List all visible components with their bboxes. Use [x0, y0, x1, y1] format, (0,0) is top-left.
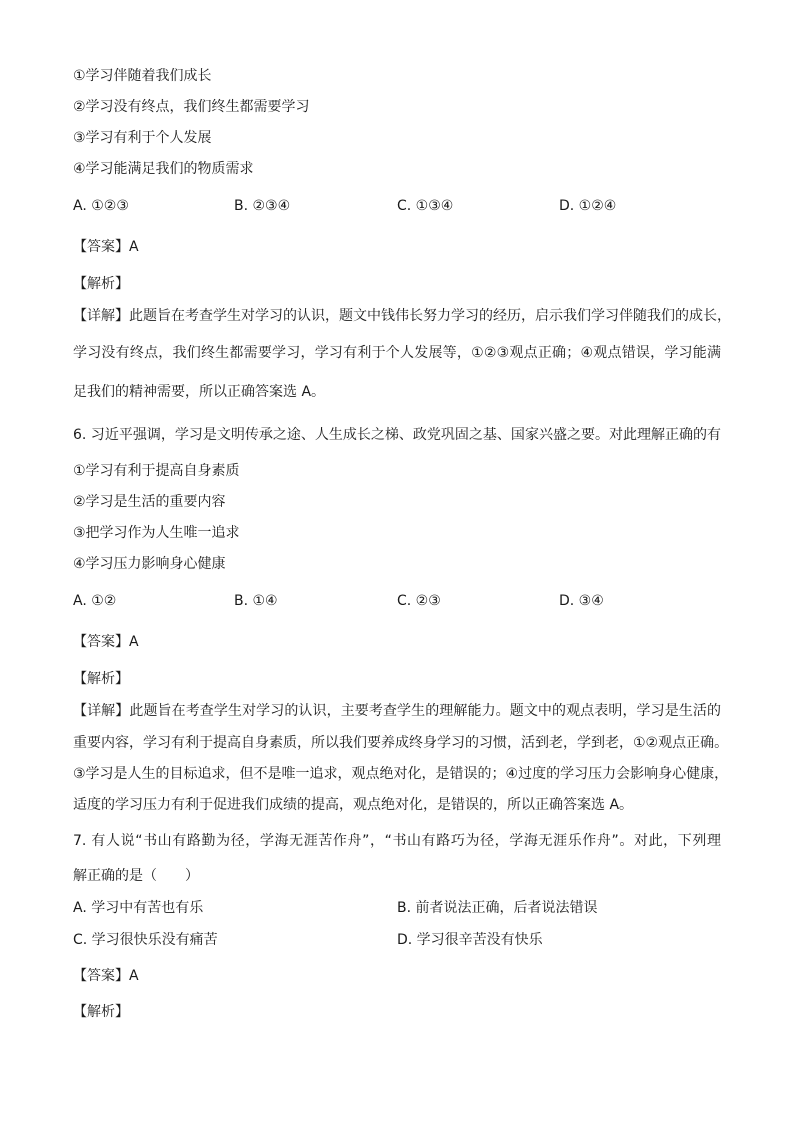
q5-answer: 【答案】A [73, 239, 139, 255]
q7-option-b: B. 前者说法正确，后者说法错误 [397, 900, 598, 916]
q6-analysis-label: 【解析】 [73, 671, 129, 687]
q5-option-b: B. ②③④ [234, 198, 291, 214]
q7-option-c: C. 学习很快乐没有痛苦 [73, 932, 218, 948]
q6-item-4: ④学习压力影响身心健康 [73, 556, 226, 572]
q5-analysis-label: 【解析】 [73, 276, 129, 292]
q5-item-4: ④学习能满足我们的物质需求 [73, 161, 254, 177]
q5-detail-line-3: 足我们的精神需要，所以正确答案选 A。 [73, 384, 326, 400]
q5-item-1: ①学习伴随着我们成长 [73, 68, 212, 84]
q6-option-b: B. ①④ [234, 593, 278, 609]
q7-stem-line-1: 7. 有人说“书山有路勤为径，学海无涯苦作舟”，“书山有路巧为径，学海无涯乐作舟”。对此，下列理 [73, 833, 721, 849]
q5-option-d: D. ①②④ [559, 198, 617, 214]
q5-detail-line-2: 学习没有终点，我们终生都需要学习，学习有利于个人发展等，①②③观点正确；④观点错误，学习能满 [73, 345, 721, 361]
q6-item-2: ②学习是生活的重要内容 [73, 494, 226, 510]
q6-option-d: D. ③④ [559, 593, 604, 609]
q6-stem: 6. 习近平强调，学习是文明传承之途、人生成长之梯、政党巩固之基、国家兴盛之要。对此理解正确的有 [73, 427, 721, 443]
q5-option-c: C. ①③④ [397, 198, 454, 214]
q6-detail-line-2: 重要内容，学习有利于提高自身素质，所以我们要养成终身学习的习惯，活到老，学到老，①②观点正确。 [73, 735, 729, 751]
q6-detail-line-4: 适度的学习压力有利于促进我们成绩的提高，观点绝对化，是错误的，所以正确答案选 A。 [73, 797, 634, 813]
q6-option-a: A. ①② [73, 593, 117, 609]
q6-option-c: C. ②③ [397, 593, 441, 609]
q5-item-2: ②学习没有终点，我们终生都需要学习 [73, 99, 310, 115]
q6-answer: 【答案】A [73, 634, 139, 650]
q5-item-3: ③学习有利于个人发展 [73, 130, 212, 146]
q6-item-1: ①学习有利于提高自身素质 [73, 463, 240, 479]
q6-item-3: ③把学习作为人生唯一追求 [73, 525, 240, 541]
q6-detail-line-3: ③学习是人生的目标追求，但不是唯一追求，观点绝对化，是错误的；④过度的学习压力会影响身心健康， [73, 766, 729, 782]
q5-detail-line-1: 【详解】此题旨在考查学生对学习的认识，题文中钱伟长努力学习的经历，启示我们学习伴随我们的成长， [73, 308, 731, 324]
q7-analysis-label: 【解析】 [73, 1004, 129, 1020]
q7-stem-line-2: 解正确的是（ ） [73, 868, 199, 884]
q7-answer: 【答案】A [73, 968, 139, 984]
q5-option-a: A. ①②③ [73, 198, 129, 214]
q7-option-a: A. 学习中有苦也有乐 [73, 900, 204, 916]
q7-option-d: D. 学习很辛苦没有快乐 [397, 932, 543, 948]
q6-detail-line-1: 【详解】此题旨在考查学生对学习的认识，主要考查学生的理解能力。题文中的观点表明，学习是生活的 [73, 703, 721, 719]
